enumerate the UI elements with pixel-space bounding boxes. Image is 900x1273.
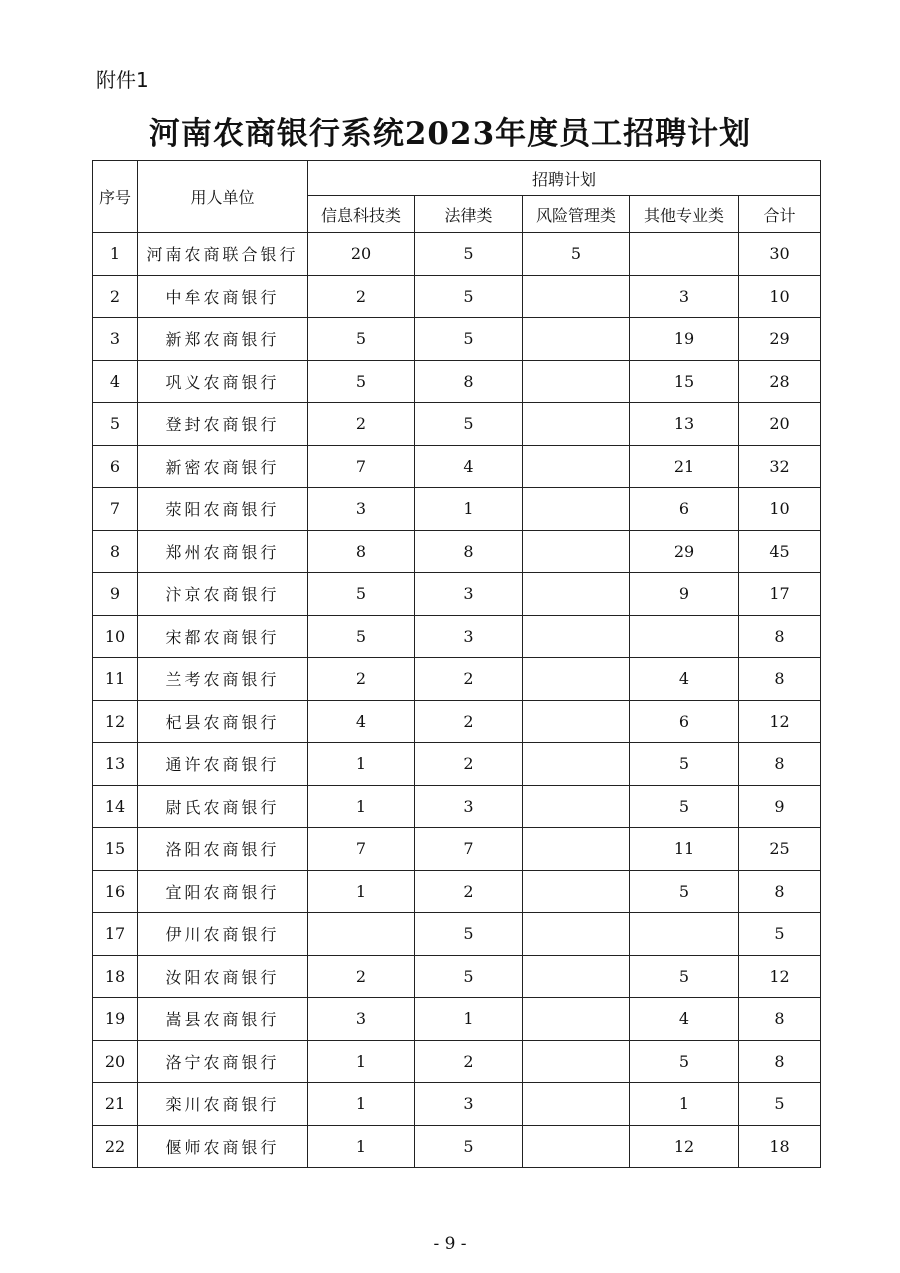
cell-other: 21 [630, 445, 739, 488]
cell-law: 8 [415, 530, 523, 573]
cell-other: 1 [630, 1083, 739, 1126]
table-row [93, 445, 821, 488]
cell-other: 6 [630, 488, 739, 531]
cell-risk: 5 [523, 233, 630, 276]
cell-law: 2 [415, 658, 523, 701]
cell-other: 5 [630, 1040, 739, 1083]
cell-other: 4 [630, 998, 739, 1041]
cell-it [308, 913, 415, 956]
cell-seq: 19 [93, 998, 138, 1041]
cell-unit: 嵩县农商银行 [138, 998, 308, 1041]
cell-law: 2 [415, 743, 523, 786]
table-body [93, 233, 821, 1168]
cell-risk [523, 1083, 630, 1126]
cell-total: 18 [739, 1125, 821, 1168]
cell-total: 8 [739, 1040, 821, 1083]
cell-law: 4 [415, 445, 523, 488]
table-row [93, 955, 821, 998]
cell-other [630, 615, 739, 658]
cell-unit: 荥阳农商银行 [138, 488, 308, 531]
cell-risk [523, 488, 630, 531]
cell-total: 17 [739, 573, 821, 616]
cell-law: 5 [415, 403, 523, 446]
cell-seq: 4 [93, 360, 138, 403]
table-row [93, 360, 821, 403]
cell-risk [523, 870, 630, 913]
cell-risk [523, 998, 630, 1041]
cell-other [630, 233, 739, 276]
cell-other: 5 [630, 870, 739, 913]
cell-seq: 15 [93, 828, 138, 871]
cell-it: 2 [308, 275, 415, 318]
cell-risk [523, 743, 630, 786]
cell-total: 5 [739, 913, 821, 956]
cell-other [630, 913, 739, 956]
cell-it: 1 [308, 1125, 415, 1168]
cell-unit: 新郑农商银行 [138, 318, 308, 361]
cell-total: 20 [739, 403, 821, 446]
cell-it: 5 [308, 360, 415, 403]
cell-other: 5 [630, 785, 739, 828]
cell-unit: 宋都农商银行 [138, 615, 308, 658]
cell-it: 1 [308, 743, 415, 786]
header-law: 法律类 [415, 196, 523, 233]
cell-law: 5 [415, 275, 523, 318]
cell-other: 12 [630, 1125, 739, 1168]
cell-unit: 汴京农商银行 [138, 573, 308, 616]
cell-seq: 22 [93, 1125, 138, 1168]
header-other: 其他专业类 [630, 196, 739, 233]
cell-unit: 宜阳农商银行 [138, 870, 308, 913]
cell-risk [523, 275, 630, 318]
cell-law: 5 [415, 318, 523, 361]
cell-law: 2 [415, 1040, 523, 1083]
cell-law: 2 [415, 870, 523, 913]
cell-seq: 21 [93, 1083, 138, 1126]
cell-total: 28 [739, 360, 821, 403]
cell-total: 9 [739, 785, 821, 828]
cell-law: 1 [415, 488, 523, 531]
table-row [93, 785, 821, 828]
cell-other: 13 [630, 403, 739, 446]
cell-seq: 2 [93, 275, 138, 318]
table-row [93, 233, 821, 276]
cell-seq: 18 [93, 955, 138, 998]
cell-law: 3 [415, 1083, 523, 1126]
cell-unit: 新密农商银行 [138, 445, 308, 488]
cell-law: 5 [415, 955, 523, 998]
cell-total: 32 [739, 445, 821, 488]
cell-it: 7 [308, 828, 415, 871]
cell-total: 8 [739, 658, 821, 701]
cell-it: 1 [308, 1040, 415, 1083]
cell-unit: 河南农商联合银行 [138, 233, 308, 276]
cell-seq: 6 [93, 445, 138, 488]
table-row [93, 828, 821, 871]
cell-seq: 8 [93, 530, 138, 573]
cell-other: 15 [630, 360, 739, 403]
cell-risk [523, 445, 630, 488]
cell-it: 2 [308, 403, 415, 446]
cell-total: 8 [739, 743, 821, 786]
table-row [93, 658, 821, 701]
table-row [93, 870, 821, 913]
cell-law: 8 [415, 360, 523, 403]
cell-other: 5 [630, 955, 739, 998]
cell-total: 25 [739, 828, 821, 871]
header-it: 信息科技类 [308, 196, 415, 233]
table-row [93, 700, 821, 743]
cell-law: 5 [415, 233, 523, 276]
header-total: 合计 [739, 196, 821, 233]
cell-it: 20 [308, 233, 415, 276]
header-unit: 用人单位 [138, 161, 308, 233]
cell-it: 1 [308, 870, 415, 913]
cell-unit: 通许农商银行 [138, 743, 308, 786]
cell-law: 3 [415, 573, 523, 616]
table-row [93, 913, 821, 956]
cell-seq: 3 [93, 318, 138, 361]
cell-unit: 栾川农商银行 [138, 1083, 308, 1126]
cell-unit: 洛宁农商银行 [138, 1040, 308, 1083]
header-risk: 风险管理类 [523, 196, 630, 233]
cell-unit: 偃师农商银行 [138, 1125, 308, 1168]
cell-risk [523, 530, 630, 573]
cell-it: 5 [308, 573, 415, 616]
table-row [93, 318, 821, 361]
cell-other: 9 [630, 573, 739, 616]
cell-unit: 登封农商银行 [138, 403, 308, 446]
cell-law: 3 [415, 615, 523, 658]
cell-it: 1 [308, 785, 415, 828]
cell-seq: 1 [93, 233, 138, 276]
cell-seq: 7 [93, 488, 138, 531]
cell-total: 12 [739, 700, 821, 743]
cell-unit: 巩义农商银行 [138, 360, 308, 403]
table-row [93, 403, 821, 446]
cell-unit: 杞县农商银行 [138, 700, 308, 743]
cell-it: 2 [308, 955, 415, 998]
cell-total: 8 [739, 615, 821, 658]
table-row [93, 1040, 821, 1083]
cell-seq: 13 [93, 743, 138, 786]
cell-total: 8 [739, 998, 821, 1041]
cell-unit: 洛阳农商银行 [138, 828, 308, 871]
cell-it: 5 [308, 615, 415, 658]
cell-other: 29 [630, 530, 739, 573]
cell-other: 3 [630, 275, 739, 318]
table-row [93, 573, 821, 616]
cell-total: 5 [739, 1083, 821, 1126]
cell-risk [523, 318, 630, 361]
cell-seq: 11 [93, 658, 138, 701]
cell-it: 7 [308, 445, 415, 488]
cell-risk [523, 403, 630, 446]
cell-other: 11 [630, 828, 739, 871]
cell-risk [523, 360, 630, 403]
cell-seq: 5 [93, 403, 138, 446]
table-row [93, 530, 821, 573]
cell-other: 19 [630, 318, 739, 361]
cell-it: 3 [308, 488, 415, 531]
cell-other: 4 [630, 658, 739, 701]
cell-law: 5 [415, 1125, 523, 1168]
cell-risk [523, 573, 630, 616]
cell-unit: 中牟农商银行 [138, 275, 308, 318]
cell-it: 5 [308, 318, 415, 361]
page-number: - 9 - [433, 1234, 467, 1254]
cell-unit: 郑州农商银行 [138, 530, 308, 573]
cell-law: 5 [415, 913, 523, 956]
cell-law: 7 [415, 828, 523, 871]
cell-other: 6 [630, 700, 739, 743]
cell-other: 5 [630, 743, 739, 786]
cell-seq: 9 [93, 573, 138, 616]
cell-seq: 14 [93, 785, 138, 828]
cell-total: 30 [739, 233, 821, 276]
cell-law: 2 [415, 700, 523, 743]
cell-seq: 10 [93, 615, 138, 658]
cell-unit: 汝阳农商银行 [138, 955, 308, 998]
cell-risk [523, 658, 630, 701]
cell-risk [523, 828, 630, 871]
table-row [93, 275, 821, 318]
cell-risk [523, 1040, 630, 1083]
table-header [93, 161, 821, 233]
cell-risk [523, 615, 630, 658]
cell-it: 4 [308, 700, 415, 743]
table-row [93, 1125, 821, 1168]
cell-law: 3 [415, 785, 523, 828]
cell-total: 45 [739, 530, 821, 573]
cell-unit: 尉氏农商银行 [138, 785, 308, 828]
cell-it: 1 [308, 1083, 415, 1126]
cell-total: 10 [739, 275, 821, 318]
header-plan: 招聘计划 [308, 161, 821, 196]
cell-it: 2 [308, 658, 415, 701]
cell-risk [523, 1125, 630, 1168]
cell-seq: 17 [93, 913, 138, 956]
table-row [93, 615, 821, 658]
table-row [93, 488, 821, 531]
attachment-label: 附件1 [96, 68, 149, 92]
cell-seq: 12 [93, 700, 138, 743]
header-seq: 序号 [93, 161, 138, 233]
cell-law: 1 [415, 998, 523, 1041]
cell-it: 8 [308, 530, 415, 573]
cell-total: 8 [739, 870, 821, 913]
cell-seq: 16 [93, 870, 138, 913]
cell-unit: 兰考农商银行 [138, 658, 308, 701]
table-row [93, 743, 821, 786]
cell-risk [523, 955, 630, 998]
cell-total: 29 [739, 318, 821, 361]
cell-risk [523, 785, 630, 828]
table-row [93, 998, 821, 1041]
cell-unit: 伊川农商银行 [138, 913, 308, 956]
cell-total: 12 [739, 955, 821, 998]
cell-seq: 20 [93, 1040, 138, 1083]
cell-total: 10 [739, 488, 821, 531]
recruitment-table [92, 160, 821, 1168]
cell-risk [523, 700, 630, 743]
table-row [93, 1083, 821, 1126]
cell-it: 3 [308, 998, 415, 1041]
cell-risk [523, 913, 630, 956]
page-title: 河南农商银行系统2023年度员工招聘计划 [148, 116, 752, 152]
